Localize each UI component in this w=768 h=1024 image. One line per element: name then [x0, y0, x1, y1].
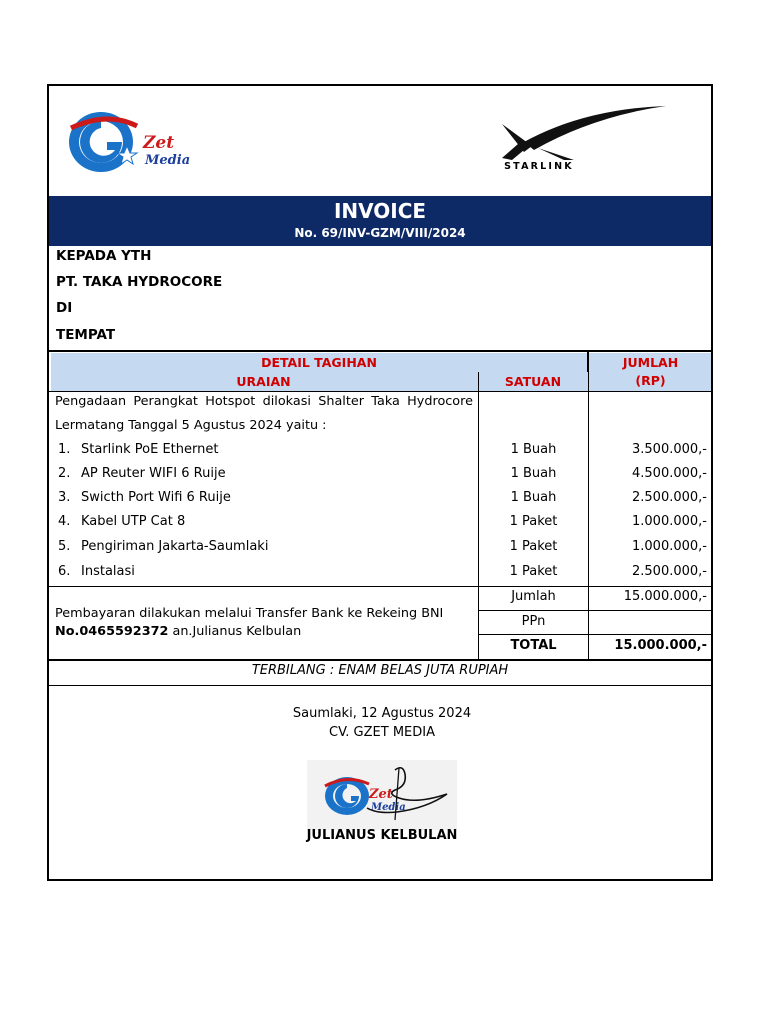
gzet-media-logo: [67, 106, 202, 176]
logo-text-media: Media: [145, 153, 191, 168]
recipient-company: PT. TAKA HYDROCORE: [56, 274, 223, 290]
item-amount: 1.000.000,-: [632, 514, 707, 529]
total-label: TOTAL: [510, 638, 557, 653]
detail-tagihan-header: DETAIL TAGIHAN: [261, 355, 377, 370]
stamp-text-media: Media: [371, 802, 406, 813]
recipient-line-4: TEMPAT: [56, 327, 116, 343]
signature-stamp: [307, 760, 457, 830]
item-unit: 1 Buah: [510, 490, 557, 505]
item-unit: 1 Buah: [510, 466, 557, 481]
item-number: 5.: [58, 539, 71, 554]
recipient-line-3: DI: [56, 300, 73, 316]
item-amount: 2.500.000,-: [632, 564, 707, 579]
intro-line-2: Lermatang Tanggal 5 Agustus 2024 yaitu :: [55, 418, 327, 433]
jumlah-label: Jumlah: [511, 589, 556, 604]
item-description: Kabel UTP Cat 8: [81, 514, 186, 529]
satuan-header: SATUAN: [504, 374, 562, 389]
invoice-document: [47, 84, 713, 881]
item-number: 1.: [58, 442, 71, 457]
invoice-title: INVOICE: [333, 199, 427, 223]
item-description: Pengiriman Jakarta-Saumlaki: [81, 539, 269, 554]
item-description: AP Reuter WIFI 6 Ruije: [81, 466, 226, 481]
item-number: 2.: [58, 466, 71, 481]
item-description: Instalasi: [81, 564, 135, 579]
jumlah-rp-header: (RP): [635, 373, 666, 388]
item-number: 6.: [58, 564, 71, 579]
item-number: 4.: [58, 514, 71, 529]
total-value: 15.000.000,-: [614, 638, 707, 653]
item-amount: 1.000.000,-: [632, 539, 707, 554]
item-amount: 2.500.000,-: [632, 490, 707, 505]
company-name: CV. GZET MEDIA: [329, 725, 435, 740]
item-unit: 1 Paket: [509, 564, 558, 579]
place-date: Saumlaki, 12 Agustus 2024: [292, 706, 472, 721]
payment-account-line: [55, 624, 301, 639]
payment-instruction: Pembayaran dilakukan melalui Transfer Bank ke Rekeing BNI: [55, 606, 444, 621]
ppn-label: PPn: [521, 614, 546, 629]
jumlah-header: JUMLAH: [622, 355, 679, 370]
item-unit: 1 Paket: [509, 514, 558, 529]
jumlah-value: 15.000.000,-: [623, 589, 707, 604]
item-description: Swicth Port Wifi 6 Ruije: [81, 490, 231, 505]
intro-line-1: Pengadaan Perangkat Hotspot dilokasi Shalter Taka Hydrocore: [55, 394, 473, 409]
recipient-line-1: KEPADA YTH: [56, 248, 152, 264]
item-number: 3.: [58, 490, 71, 505]
signatory-name: JULIANUS KELBULAN: [306, 828, 458, 843]
item-unit: 1 Buah: [510, 442, 557, 457]
item-amount: 3.500.000,-: [632, 442, 707, 457]
logo-text-zet: Zet: [143, 133, 175, 153]
invoice-header-band: [49, 196, 711, 246]
item-description: Starlink PoE Ethernet: [81, 442, 219, 457]
item-amount: 4.500.000,-: [632, 466, 707, 481]
starlink-wordmark: STARLINK: [504, 161, 574, 172]
item-unit: 1 Paket: [509, 539, 558, 554]
uraian-header: URAIAN: [236, 374, 291, 389]
payment-account-name: an.Julianus Kelbulan: [168, 624, 302, 639]
amount-in-words: TERBILANG : ENAM BELAS JUTA RUPIAH: [251, 663, 509, 678]
payment-account-number: No.0465592372: [55, 624, 169, 639]
invoice-number: No. 69/INV-GZM/VIII/2024: [294, 226, 466, 240]
stamp-text-zet: Zet: [369, 787, 393, 802]
